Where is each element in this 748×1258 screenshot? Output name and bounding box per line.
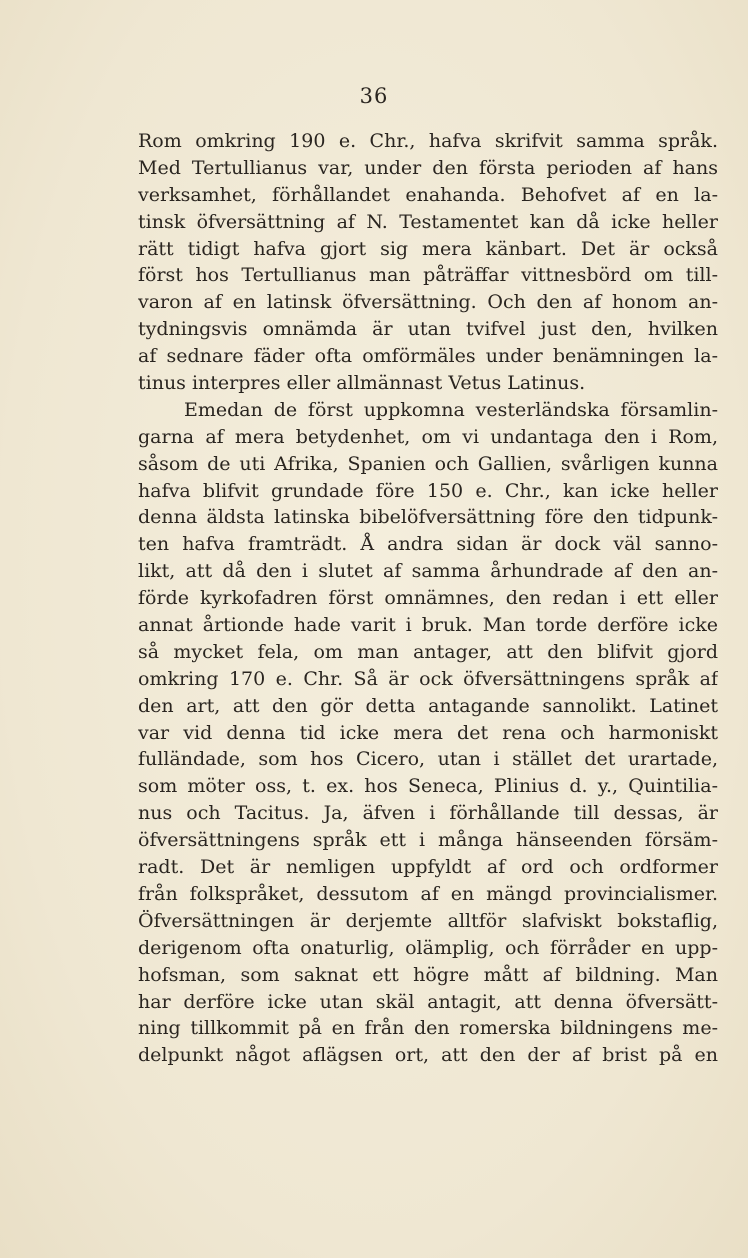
text-line: hofsman, som saknat ett högre mått af bildning. Man — [138, 963, 718, 986]
text-line: från folkspråket, dessutom af en mängd provincialismer. — [138, 882, 718, 905]
text-line: annat årtionde hade varit i bruk. Man torde derföre icke — [138, 614, 718, 637]
text-line: öfversättningens språk ett i många hänseenden försäm- — [138, 829, 718, 852]
text-line: så mycket fela, om man antager, att den blifvit gjord — [138, 640, 718, 663]
text-line: denna äldsta latinska bibelöfversättning före den tidpunk- — [138, 506, 718, 529]
text-line: Med Tertullianus var, under den första perioden af hans — [138, 156, 718, 179]
text-line: rätt tidigt hafva gjort sig mera känbart. Det är också — [138, 237, 718, 260]
text-line: likt, att då den i slutet af samma århundrade af den an- — [138, 560, 718, 583]
text-line: tinus interpres eller allmännast Vetus Latinus. — [138, 372, 586, 395]
text-line: Öfversättningen är derjemte alltför slafviskt bokstaflig, — [138, 909, 718, 932]
text-line: af sednare fäder ofta omförmäles under benämningen la- — [138, 345, 718, 368]
text-line: omkring 170 e. Chr. Så är ock öfversättningens språk af — [138, 667, 718, 690]
text-line: såsom de uti Afrika, Spanien och Gallien, svårligen kunna — [138, 452, 718, 475]
text-line: den art, att den gör detta antagande sannolikt. Latinet — [138, 694, 718, 717]
text-line: förde kyrkofadren först omnämnes, den redan i ett eller — [138, 587, 718, 610]
text-line: hafva blifvit grundade före 150 e. Chr., kan icke heller — [138, 479, 718, 502]
text-line: derigenom ofta onaturlig, olämplig, och förråder en upp- — [138, 936, 718, 959]
page-number: 36 — [359, 84, 389, 108]
body-text — [138, 128, 718, 1069]
text-line: var vid denna tid icke mera det rena och harmoniskt — [138, 721, 718, 744]
text-line: fulländade, som hos Cicero, utan i stället det urartade, — [138, 748, 718, 771]
text-line: tinsk öfversättning af N. Testamentet kan då icke heller — [138, 210, 718, 233]
text-line: nus och Tacitus. Ja, äfven i förhållande till dessas, är — [138, 802, 718, 825]
text-line: Rom omkring 190 e. Chr., hafva skrifvit samma språk. — [138, 130, 718, 152]
text-line: varon af en latinsk öfversättning. Och den af honom an- — [138, 291, 718, 314]
text-line: Emedan de först uppkomna vesterländska församlin- — [184, 398, 718, 421]
text-line: verksamhet, förhållandet enahanda. Behofvet af en la- — [138, 183, 718, 206]
text-line: har derföre icke utan skäl antagit, att denna öfversätt- — [138, 990, 718, 1013]
text-line: garna af mera betydenhet, om vi undantaga den i Rom, — [138, 425, 718, 448]
text-line: radt. Det är nemligen uppfyldt af ord och ordformer — [138, 856, 718, 879]
text-line: delpunkt något aflägsen ort, att den der af brist på en — [138, 1044, 718, 1067]
text-line: som möter oss, t. ex. hos Seneca, Plinius d. y., Quintilia- — [138, 775, 718, 798]
text-line: tydningsvis omnämda är utan tvifvel just den, hvilken — [138, 318, 718, 341]
text-line: ning tillkommit på en från den romerska bildningens me- — [138, 1017, 718, 1040]
text-line: ten hafva framträdt. Å andra sidan är dock väl sanno- — [138, 533, 718, 556]
text-line: först hos Tertullianus man påträffar vittnesbörd om till- — [138, 264, 718, 287]
